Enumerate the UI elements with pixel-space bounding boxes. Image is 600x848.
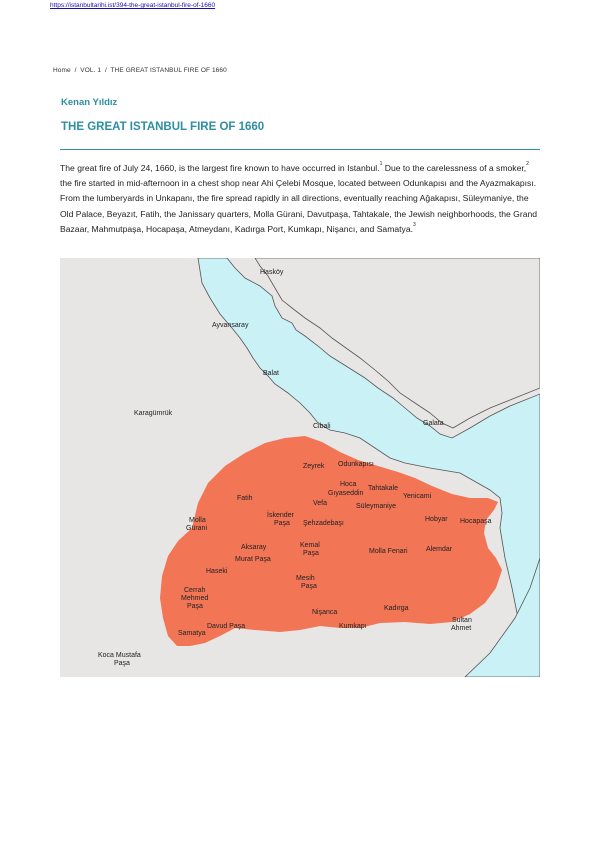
- map-label-ahmet: Ahmet: [451, 625, 472, 632]
- map-label-molla: Molla: [189, 517, 206, 524]
- map-label-odunkapisi: Odunkapısı: [338, 461, 374, 468]
- map-label-kumkapi: Kumkapı: [339, 623, 367, 630]
- map-label-giyaseddin: Gıyaseddin: [328, 490, 364, 497]
- map-label-gurani: Gürani: [186, 525, 208, 532]
- map-label-mesih-pasa: Paşa: [301, 583, 317, 590]
- map-label-suleymaniye: Süleymaniye: [356, 503, 397, 510]
- map-label-sehzadebasi: Şehzadebaşı: [303, 520, 344, 527]
- map-label-davud-pasa: Davud Paşa: [207, 623, 246, 630]
- paragraph-text: Due to the carelessness of a smoker,: [382, 163, 527, 173]
- map-label-nisanca: Nişanca: [312, 609, 338, 616]
- map-label-haseki: Haseki: [206, 568, 228, 575]
- map-label-hoca: Hoca: [340, 481, 357, 488]
- breadcrumb-current: THE GREAT ISTANBUL FIRE OF 1660: [110, 67, 227, 74]
- map-label-mesih: Mesih: [296, 575, 315, 582]
- map-label-iskender-pasa: Paşa: [274, 520, 290, 527]
- breadcrumb-separator: /: [104, 67, 107, 74]
- map-label-mehmed: Mehmed: [181, 595, 209, 602]
- map-label-galata: Galata: [423, 420, 444, 427]
- map-svg: [60, 258, 540, 677]
- map-label-murat-pasa: Murat Paşa: [235, 556, 271, 563]
- map-label-koca-mustafa: Koca Mustafa: [98, 652, 141, 659]
- footnote-ref-3[interactable]: 3: [413, 221, 416, 228]
- map-label-haskoy: Hasköy: [260, 269, 284, 276]
- map-label-yenicami: Yenicami: [403, 493, 432, 500]
- map-label-samatya: Samatya: [178, 630, 206, 637]
- map-label-hobyar: Hobyar: [425, 516, 448, 523]
- map-label-hocapasa: Hocapaşa: [460, 518, 492, 525]
- map-label-tahtakale: Tahtakale: [368, 485, 398, 492]
- map-label-iskender: İskender: [267, 512, 294, 519]
- title-divider: [60, 149, 540, 150]
- map-label-zeyrek: Zeyrek: [303, 463, 325, 470]
- map-label-balat: Balat: [263, 370, 279, 377]
- map-label-karagumruk: Karagümrük: [134, 410, 173, 417]
- footnote-ref-2[interactable]: 2: [526, 161, 529, 167]
- breadcrumb-volume[interactable]: VOL. 1: [80, 67, 102, 74]
- map-label-molla-fenari: Molla Fenari: [369, 548, 408, 555]
- map-label-aksaray: Aksaray: [241, 544, 267, 551]
- map-label-fatih: Fatih: [237, 495, 253, 502]
- map-label-alemdar: Alemdar: [426, 546, 453, 553]
- map-label-vefa: Vefa: [313, 500, 328, 507]
- map-label-cerrah-pasa: Paşa: [187, 603, 203, 610]
- breadcrumb-separator: /: [74, 67, 77, 74]
- article-paragraph: [60, 161, 542, 237]
- map-label-kemal-pasa: Paşa: [303, 550, 319, 557]
- fire-extent-map: [60, 258, 540, 677]
- map-label-koca-pasa: Paşa: [114, 660, 130, 667]
- map-label-cibali: Cibali: [313, 423, 331, 430]
- map-label-ayvansaray: Ayvansaray: [212, 322, 249, 329]
- breadcrumb-home[interactable]: Home: [53, 67, 71, 74]
- article-author[interactable]: Kenan Yıldız: [61, 97, 118, 108]
- article-title: THE GREAT ISTANBUL FIRE OF 1660: [61, 121, 265, 133]
- map-label-cerrah: Cerrah: [184, 587, 206, 594]
- breadcrumb: [53, 67, 227, 74]
- page-url-link[interactable]: https://istanbultarihi.ist/394-the-great-istanbul-fire-of-1660: [50, 2, 216, 9]
- paragraph-text: the fire started in mid-afternoon in a chest shop near Ahi Çelebi Mosque, located between Odunkapısı and the Ayazmakapısı. From the lumberyards in Unkapanı, the fire spread rapidly in all directions, eventually reaching Ağakapısı, Süleymaniye, the Old Palace, Beyazıt, Fatih, the Janissary quarters, Molla Gürani, Davutpaşa, Tahtakale, the Jewish neighborhoods, the Grand Bazaar, Mahmutpaşa, Hocapaşa, Atmeydanı, Kadırga Port, Kumkapı, Nişancı, and Samatya.: [60, 178, 538, 234]
- map-label-kemal: Kemal: [300, 542, 320, 549]
- map-label-sultan: Sultan: [452, 617, 472, 624]
- paragraph-text: The great fire of July 24, 1660, is the largest fire known to have occurred in Istanbul.: [60, 163, 380, 173]
- footnote-ref-1[interactable]: 1: [379, 161, 383, 167]
- map-label-kadirga: Kadırga: [384, 605, 409, 612]
